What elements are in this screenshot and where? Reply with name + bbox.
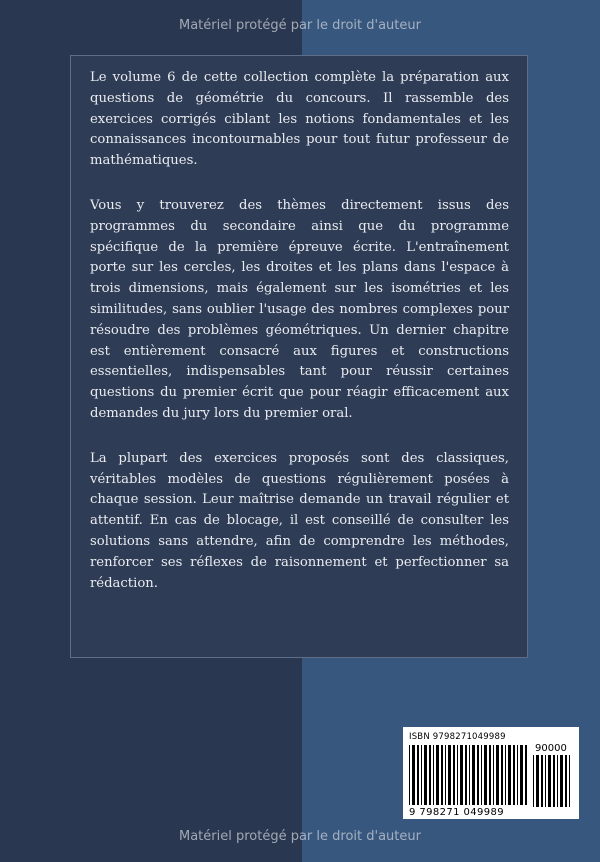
barcode-bar: [505, 745, 506, 805]
price-code: 90000: [535, 743, 567, 754]
barcode-bar: [472, 745, 475, 805]
paragraph-2: Vous y trouverez des thèmes directement issus des programmes du secondaire ainsi que du programme spécifique de la première épreuve écrite. L'entraînement porte sur les cercles, les droites et les plans dans l'espace à trois dimensions, mais également sur les isométries et les similitudes, sans oublier l'usage des nombres complexes pour résoudre des problèmes géométriques. Un dernier chapitre est entièrement consacré aux figures et constructions essentielles, indispensables tant pour réussir certaines questions du premier écrit que pour réagir efficacement aux demandes du jury lors du premier oral.: [90, 197, 509, 421]
barcode-bar: [560, 755, 563, 807]
barcode-bar: [417, 745, 419, 805]
back-cover-text-panel: [70, 55, 528, 658]
ean-barcode-bars: [409, 745, 529, 805]
barcode-bar: [493, 745, 494, 805]
barcode-bar: [536, 755, 539, 807]
barcode-bar: [501, 745, 503, 805]
barcode-bar: [517, 745, 518, 805]
barcode-bar: [465, 745, 467, 805]
paragraph-3: La plupart des exercices proposés sont des classiques, véritables modèles de questions régulièrement posées à chaque session. Leur maîtrise demande un travail régulier et attentif. En cas de blocage, il est conseillé de consulter les solutions sans attendre, afin de comprendre les méthodes, renforcer ses réflexes de raisonnement et perfectionner sa rédaction.: [90, 450, 509, 591]
barcode-bar: [424, 745, 427, 805]
barcode-bar: [429, 745, 431, 805]
barcode-bar: [433, 745, 434, 805]
barcode-bar: [496, 745, 499, 805]
copyright-watermark-bottom: Matériel protégé par le droit d'auteur: [179, 829, 421, 844]
barcode-bar: [481, 745, 482, 805]
barcode-bar: [541, 755, 543, 807]
barcode-bar: [445, 745, 446, 805]
addon-barcode-bars: [533, 755, 573, 807]
barcode-bar: [553, 755, 555, 807]
barcode-bar: [409, 745, 410, 805]
paragraph-1: Le volume 6 de cette collection complète la préparation aux questions de géométrie du concours. Il rassemble des exercices corrigés ciblant les notions fondamentales et les connaissances incontournables pour tout futur professeur de mathématiques.: [90, 70, 509, 169]
barcode-bar: [412, 745, 415, 805]
barcode-bar: [421, 745, 422, 805]
barcode-bar: [489, 745, 491, 805]
barcode-bar: [569, 755, 570, 807]
barcode-bar: [457, 745, 458, 805]
barcode-bar: [460, 745, 463, 805]
barcode-bar: [441, 745, 443, 805]
copyright-watermark-top: Matériel protégé par le droit d'auteur: [179, 18, 421, 33]
isbn-label: ISBN 9798271049989: [409, 732, 506, 742]
barcode-bar: [525, 745, 527, 805]
barcode-bar: [477, 745, 479, 805]
barcode-bar: [484, 745, 487, 805]
barcode-bar: [533, 755, 534, 807]
barcode-bar: [520, 745, 523, 805]
barcode-bar: [545, 755, 546, 807]
barcode-bar: [557, 755, 558, 807]
isbn-barcode-box: [403, 727, 579, 819]
barcode-bar: [548, 755, 551, 807]
barcode-bar: [436, 745, 439, 805]
barcode-bar: [453, 745, 455, 805]
barcode-bar: [508, 745, 511, 805]
barcode-bar: [448, 745, 451, 805]
barcode-bar: [565, 755, 567, 807]
barcode-bar: [513, 745, 515, 805]
barcode-bar: [469, 745, 470, 805]
barcode-digits: 9 798271 049989: [409, 807, 505, 818]
